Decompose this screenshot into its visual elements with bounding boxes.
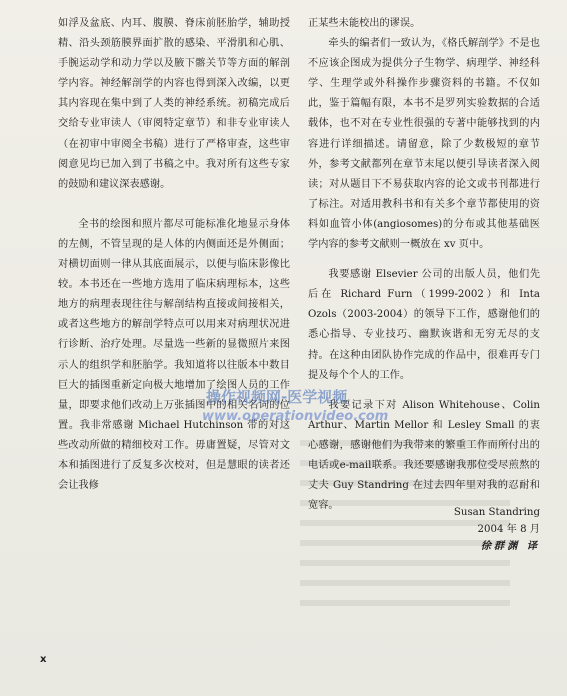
paragraph: 正某些未能校出的谬误。 <box>308 18 421 29</box>
watermark-line-2: www.operationvideo.com <box>202 409 389 424</box>
paragraph: 如浮及盆底、内耳、腹膜、脊床前胚胎学，辅助授精、沿头颈筋膜界面扩散的感染、平滑肌和心肌、手腕运动学和动力学以及腋下髂关节等方面的解剖学内容。神经解剖学的内容也得到深入改编，以更其内容现在集中到了人类的神经系统。初稿完成后交给专业审读人（审阅特定章节）和非专业审读人（在初审中审阅全书稿）进行了严格审查，这些审阅意见均已加入到了书稿之中。我对所有这些专家的鼓励和建议深表感谢。 <box>58 18 290 190</box>
paragraph: 我要记录下对 Alison Whitehouse、Colin Arthur、Martin Mellor 和 Lesley Small 的衷心感谢，感谢他们为我带来的繁重工作而所付出的电话或e-mail联系。我还要感谢我那位受尽煎熬的丈夫 Guy Standring 在过去四年里对我的忍耐和宽容。 <box>308 399 540 512</box>
author-name: Susan Standring <box>453 507 540 518</box>
paragraph: 牵头的编者们一致认为，《格氏解剖学》不是也不应该企图成为提供分子生物学、病理学、神经科学、生理学或外科操作步骤资料的书籍。不仅如此，鉴于篇幅有限，本书不是罗列实验数据的合适载体，也不对在专业性很强的专著中能够找到的内容进行详细描述。请留意，除了少数极短的章节外，参考文献都列在章节末尾以便引导读者深入阅读；对从题目下不易获取内容的论文或书刊都进行了标注。对适用教科书和有关多个章节都使用的资料如血管小体(angiosomes)的分布或其他基础医学内容的参考文献则一概放在 xv 页中。 <box>308 38 540 251</box>
paragraph: 全书的绘图和照片都尽可能标准化地显示身体的左侧，不管呈现的是人体的内侧面还是外侧面；对横切面则一律从其底面展示，以便与临床影像比较。本书还在一些地方选用了临床病理标本，这些地方的病理表现往往与解剖结构直接或间接相关，或者这些地方的解剖学特点可以用来对病理状况进行诊断、治疗处理。尽量选一些新的显微照片来图示人的组织学和胚胎学。我知道将以往版本中数目巨大的插图重新定向极大地增加了绘图人员的工作量，即要求他们改动上万张插图中的相关名词的位置。我非常感谢 Michael Hutchinson 带的对这些改动所做的精细校对工作。毋庸置疑，尽管对文本和插图进行了反复多次校对，但是慧眼的读者还会让我修 <box>58 218 290 492</box>
translator-credit: 徐群渊 译 <box>480 540 540 552</box>
page-number: x <box>40 654 47 665</box>
signature-date: 2004 年 8 月 <box>477 524 540 535</box>
watermark-line-1: 操作视频网-医学视频 <box>206 388 348 406</box>
bleed-through-texture <box>300 440 510 620</box>
paragraph: 我要感谢 Elsevier 公司的出版人员，他们先后在 Richard Furn（1999-2002）和 Inta Ozols（2003-2004）的领导下工作，感谢他们的悉心指导、专业技巧、幽默诙谐和无穷无尽的支持。在这种由团队协作完成的作品中，很难再专门提及每个个人的工作。 <box>308 269 540 381</box>
left-text-column <box>58 14 290 496</box>
